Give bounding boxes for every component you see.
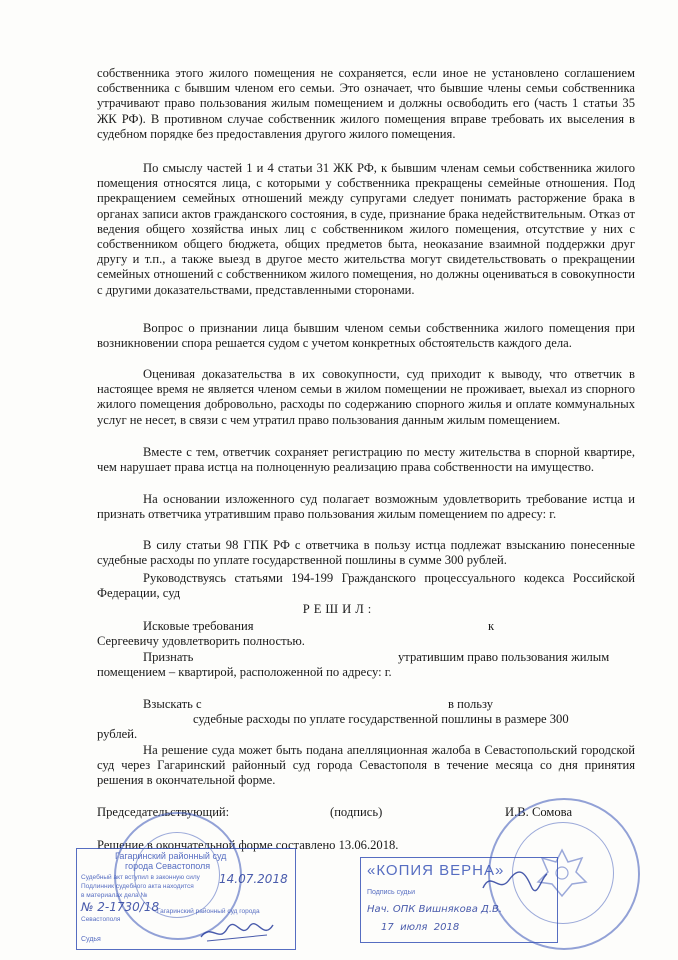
stamp-right-line1: Подпись судьи: [367, 889, 416, 896]
claims-text-c: Сергеевичу удовлетворить полностью.: [97, 634, 305, 648]
judge-signature-scribble: [197, 919, 277, 945]
paragraph-5: Вместе с тем, ответчик сохраняет регистрацию по месту жительства в спорной квартире, чем нарушает права истца на полноценную реализацию права собственности на имущество.: [97, 445, 635, 475]
collect-text-a: Взыскать с: [143, 697, 202, 711]
stamp-left-line2: Подлинник судебного акта находится: [81, 883, 194, 890]
appeal-paragraph: На решение суда может быть подана апелляционная жалоба в Севастопольский городской суд через Гагаринский районный суд города Севастополя в течение месяца со дня принятия решения в окончательной форме.: [97, 743, 635, 788]
stamp-left-line1: Судебный акт вступил в законную силу: [81, 874, 200, 881]
entry-into-force-stamp: [76, 848, 296, 950]
stamp-left-line3: в материалах дела №: [81, 892, 148, 899]
stamp-left-title2: города Севастополя: [125, 861, 211, 871]
claims-text-a: Исковые требования: [143, 619, 254, 633]
copy-signature-scribble: [479, 868, 549, 896]
recognize-text-b: утратившим право пользования жилым: [398, 650, 610, 664]
paragraph-1: собственника этого жилого помещения не сохраняется, если иное не установлено соглашением собственника с бывшим членом его семьи. Это означает, что бывшие члены семьи собственника утрачивают право пользования жилым помещением и должны освободить его (часть 1 статьи 35 ЖК РФ). В противном случае собственник жилого помещения вправе требовать их выселения в судебном порядке без предоставления другого жилого помещения.: [97, 66, 635, 141]
stamp-left-title: Гагаринский районный суд: [115, 851, 227, 861]
stamp-left-court: Гагаринский районный суд города: [157, 908, 260, 915]
judge-name: И.В. Сомова: [505, 805, 573, 819]
stamp-right-signed-by: Нач. ОПК Вишнякова Д.В.: [367, 904, 503, 915]
chair-role: Председательствующий:: [97, 805, 230, 819]
claims-text-b: к: [488, 619, 495, 633]
paragraph-3: Вопрос о признании лица бывшим членом семьи собственника жилого помещения при возникновении спора решается судом с учетом конкретных обстоятельств каждого дела.: [97, 321, 635, 351]
recognize-text-c: помещением – квартирой, расположенной по адресу: г.: [97, 665, 392, 679]
collect-text-c: судебные расходы по уплате государственной пошлины в размере 300: [193, 712, 569, 726]
paragraph-2: По смыслу частей 1 и 4 статьи 31 ЖК РФ, к бывшим членам семьи собственника жилого помещения относятся лица, с которыми у собственника прекращены семейные отношения. Под прекращением семейных отношений между супругами следует понимать расторжение брака в органах записи актов гражданского состояния, в суде, признание брака недействительным. Отказ от ведения общего хозяйства иных лиц с собственником жилого помещения, отсутствие у них с собственником общего бюджета, общих предметов быта, неоказание взаимной поддержки друг другу и т.п., а также выезд в другое место жительства могут свидетельствовать о прекращении семейных отношений с собственником жилого помещения, но должны оцениваться в совокупности с другими доказательствами, представленными сторонами.: [97, 161, 635, 297]
stamp-left-judge: Судья: [81, 936, 101, 943]
paragraph-4: Оценивая доказательства в их совокупности, суд приходит к выводу, что ответчик в настоящее время не является членом семьи в жилом помещении не проживает, выехал из спорного жилого помещения добровольно, расходы по содержанию спорного жилья и оплате коммунальных услуг не несет, в связи с чем утратил право пользования данным жилым помещением.: [97, 367, 635, 427]
stamp-left-city: Севастополя: [81, 916, 121, 923]
paragraph-8: Руководствуясь статьями 194-199 Гражданского процессуального кодекса Российской Федерации, суд: [97, 571, 635, 601]
stamp-right-date: 17 июля 2018: [381, 922, 460, 933]
recognize-text-a: Признать: [143, 650, 194, 664]
signature-mark: (подпись): [330, 805, 383, 819]
stamp-left-case-number: № 2-1730/18: [81, 900, 160, 914]
stamp-right-title: «КОПИЯ ВЕРНА»: [367, 862, 505, 879]
paragraph-7: В силу статьи 98 ГПК РФ с ответчика в пользу истца подлежат взысканию понесенные судебные расходы по уплате государственной пошлины в сумме 300 рублей.: [97, 538, 635, 568]
certified-copy-stamp: [360, 857, 558, 943]
final-form-note: Решение в окончательной форме составлено 13.06.2018.: [97, 838, 399, 852]
collect-text-d: рублей.: [97, 727, 138, 741]
paragraph-6: На основании изложенного суд полагает возможным удовлетворить требование истца и признать ответчика утратившим право пользования жилым помещением по адресу: г.: [97, 492, 635, 522]
decision-heading: РЕШИЛ:: [302, 602, 376, 616]
stamp-left-date: 14.07.2018: [219, 872, 288, 886]
collect-text-b: в пользу: [448, 697, 494, 711]
